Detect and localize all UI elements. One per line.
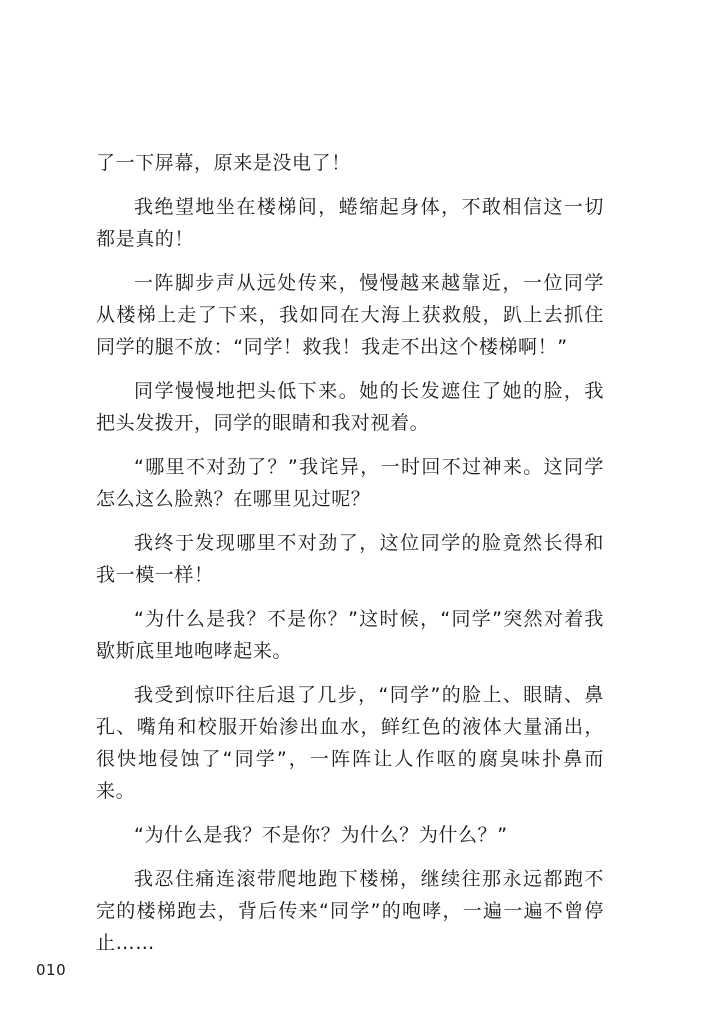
paragraph-9: “为什么是我？不是你？为什么？为什么？” — [134, 824, 508, 846]
paragraph-1: 了一下屏幕，原来是没电了！ — [96, 152, 351, 174]
paragraph-5: “哪里不对劲了？”我诧异，一时回不过神来。这同学怎么这么脸熟？在哪里见过呢？ — [96, 456, 604, 510]
paragraph-10: 我忍住痛连滚带爬地跑下楼梯，继续往那永远都跑不完的楼梯跑去，背后传来“同学”的咆哮，一遍一遍不曾停止…… — [96, 868, 604, 954]
paragraph-4: 同学慢慢地把头低下来。她的长发遮住了她的脸，我把头发拨开，同学的眼睛和我对视着。 — [96, 380, 604, 434]
page-body — [96, 147, 604, 971]
paragraph-6: 我终于发现哪里不对劲了，这位同学的脸竟然长得和我一模一样！ — [96, 532, 604, 586]
paragraph-2: 我绝望地坐在楼梯间，蜷缩起身体，不敢相信这一切都是真的！ — [96, 196, 604, 250]
paragraph-3: 一阵脚步声从远处传来，慢慢越来越靠近，一位同学从楼梯上走了下来，我如同在大海上获救般，趴上去抓住同学的腿不放：“同学！救我！我走不出这个楼梯啊！” — [96, 272, 604, 358]
paragraph-8: 我受到惊吓往后退了几步，“同学”的脸上、眼睛、鼻孔、嘴角和校服开始渗出血水，鲜红色的液体大量涌出，很快地侵蚀了“同学”，一阵阵让人作呕的腐臭味扑鼻而来。 — [96, 684, 604, 802]
paragraph-7: “为什么是我？不是你？”这时候，“同学”突然对着我歇斯底里地咆哮起来。 — [96, 608, 604, 662]
page-number: 010 — [36, 961, 67, 979]
